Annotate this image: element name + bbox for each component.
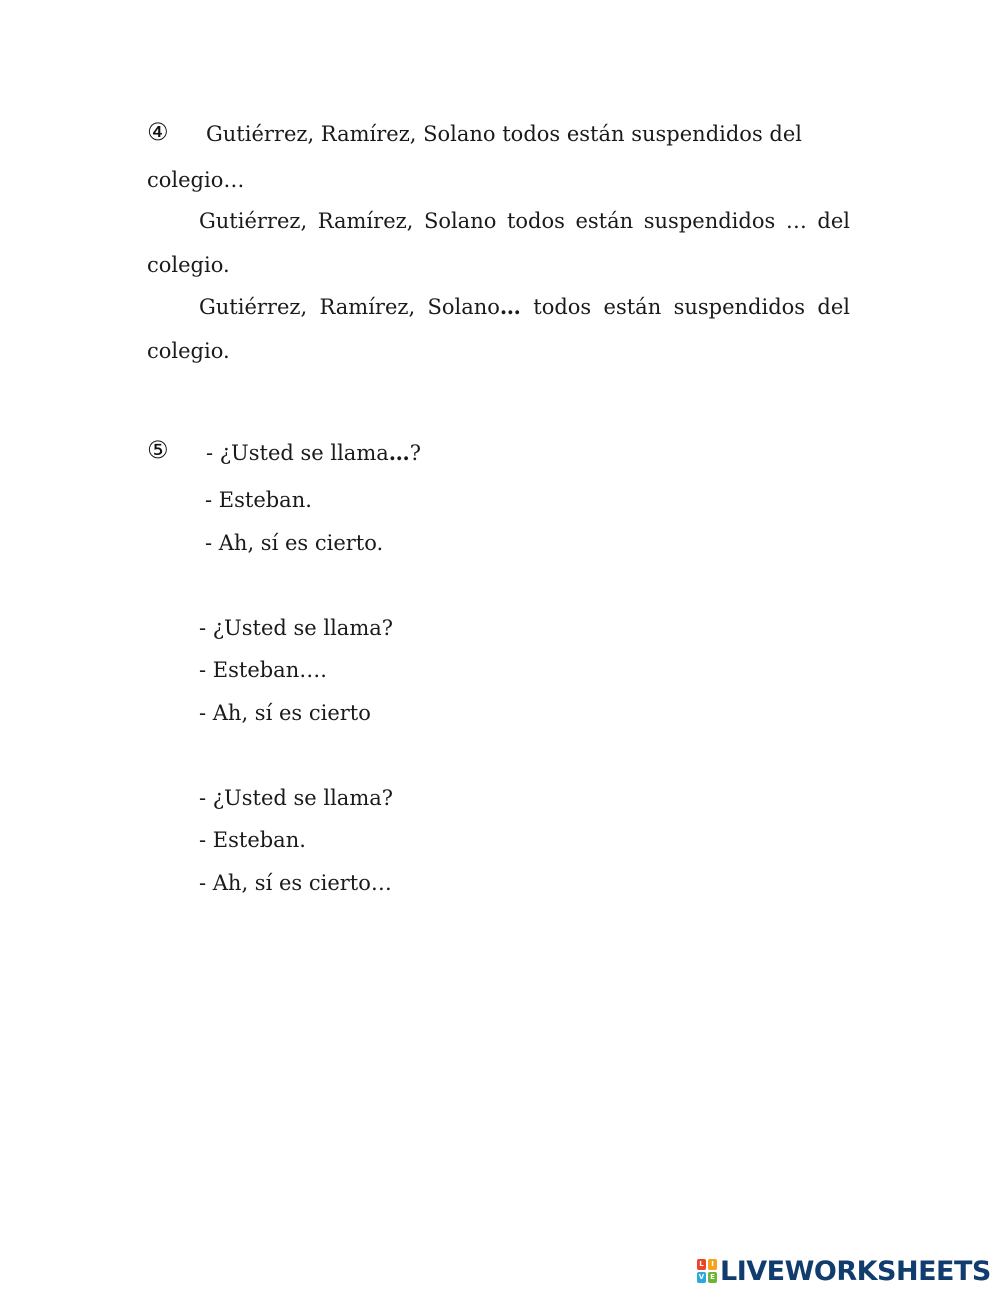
item-number-5: ⑤ — [147, 436, 169, 464]
dialog-3-answer: - Esteban. — [199, 828, 306, 852]
dialog-3-reply: - Ah, sí es cierto… — [199, 871, 392, 895]
option-2-line-1: Gutiérrez, Ramírez, Solano todos están suspendidos … del — [199, 209, 850, 233]
option-3-line-2: colegio. — [147, 339, 230, 363]
dialog-1-question — [206, 439, 421, 467]
option-3-text-after: todos están suspendidos del — [520, 295, 851, 319]
dialog-2-reply: - Ah, sí es cierto — [199, 701, 371, 725]
dialog-1-question-text: - ¿Usted se llama — [206, 441, 389, 465]
logo-letter-v: V — [698, 1273, 705, 1281]
dialog-1-answer: - Esteban. — [205, 488, 312, 512]
option-2-line-2: colegio. — [147, 253, 230, 277]
option-3-text-before: Gutiérrez, Ramírez, Solano — [199, 295, 500, 319]
dialog-1-reply: - Ah, sí es cierto. — [205, 531, 384, 555]
logo-letter-i: I — [708, 1259, 717, 1270]
dialog-2-question: - ¿Usted se llama? — [199, 616, 394, 640]
logo-mark-icon — [697, 1259, 717, 1283]
option-1-line-1: Gutiérrez, Ramírez, Solano todos están suspendidos del — [206, 122, 802, 146]
logo-letter-e: E — [708, 1272, 717, 1283]
liveworksheets-logo[interactable] — [697, 1254, 991, 1288]
dialog-1-question-mark: ? — [409, 441, 422, 465]
logo-text: LIVEWORKSHEETS — [720, 1255, 991, 1287]
dialog-3-question: - ¿Usted se llama? — [199, 786, 394, 810]
item-number-4: ④ — [147, 118, 169, 146]
option-3-line-1 — [199, 293, 850, 321]
option-1-line-2: colegio… — [147, 168, 245, 192]
logo-letter-l: L — [697, 1259, 706, 1270]
dialog-1-ellipsis: … — [388, 440, 410, 465]
option-3-ellipsis: … — [499, 294, 521, 319]
dialog-2-answer: - Esteban…. — [199, 658, 327, 682]
